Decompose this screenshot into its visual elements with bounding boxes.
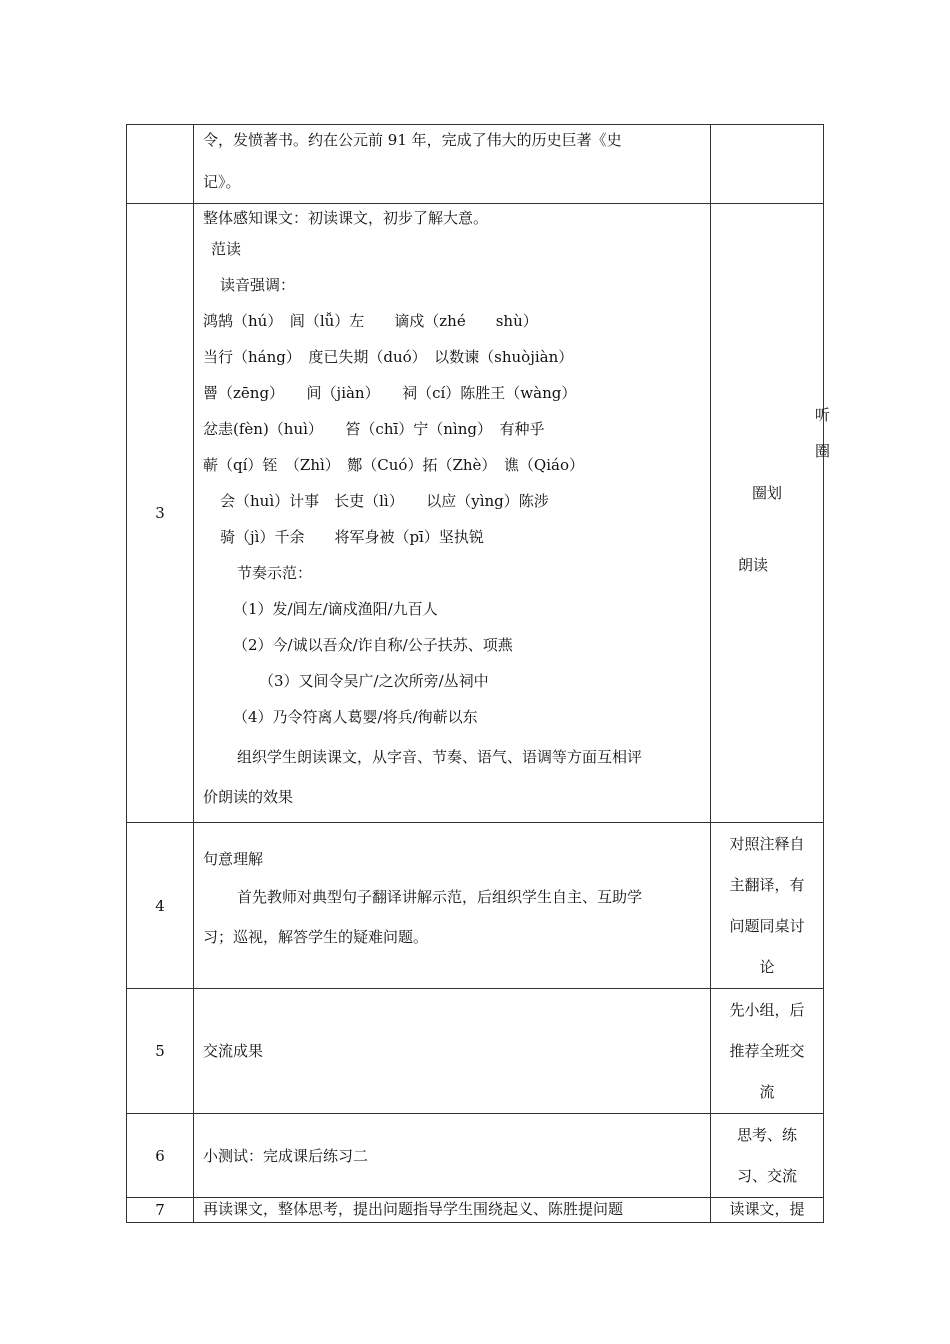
content-line: 忿恚(fèn)（huì） 笞（chī）宁（nìng） 有种乎: [203, 420, 545, 438]
content-line: 小测试：完成课后练习二: [203, 1146, 369, 1165]
step-number: 4: [127, 823, 194, 989]
step-number: [127, 125, 194, 204]
activity-line: 问题同桌讨: [729, 917, 805, 935]
content-line: 句意理解: [203, 850, 264, 868]
student-activity: [711, 823, 824, 989]
content-line: 首先教师对典型句子翻译讲解示范，后组织学生自主、互助学: [237, 888, 643, 906]
activity-line: 先小组，后: [729, 1001, 805, 1019]
step-content: [194, 1114, 711, 1198]
content-line: 当行（háng） 度已失期（duó） 以数谏（shuòjiàn）: [203, 348, 574, 366]
table-row: [127, 823, 824, 989]
content-line: 价朗读的效果: [203, 788, 294, 806]
content-line: 组织学生朗读课文，从字音、节奏、语气、语调等方面互相评: [237, 748, 643, 766]
overflow-side-text: 听: [815, 406, 831, 424]
activity-line: 推荐全班交: [729, 1042, 805, 1060]
step-number: 6: [127, 1114, 194, 1198]
step-content: [194, 125, 711, 204]
content-line: 节奏示范：: [237, 564, 313, 582]
activity-line: 思考、练: [736, 1126, 797, 1144]
step-number: 3: [127, 204, 194, 823]
content-line: （2）今/诚以吾众/诈自称/公子扶苏、项燕: [233, 636, 513, 654]
content-line: （3）又间令吴广/之次所旁/丛祠中: [259, 672, 489, 690]
lesson-plan-table: [126, 124, 824, 1223]
content-line: 记》。: [203, 173, 241, 191]
activity-line: 读课文，提: [729, 1200, 805, 1218]
content-line: 鸿鹄（hú） 闾（lǚ）左 谪戍（zhé shù）: [203, 312, 538, 330]
content-line: 会（huì）计事 长吏（lì） 以应（yìng）陈涉: [220, 492, 549, 510]
table-row: [127, 1198, 824, 1223]
content-line: 蕲（qí）铚 （Zhì） 酂（Cuó）拓（Zhè） 谯（Qiáo）: [203, 456, 584, 474]
content-line: 罾（zēng） 间（jiàn） 祠（cí）陈胜王（wàng）: [203, 384, 577, 402]
table-row: [127, 125, 824, 204]
content-line: 习；巡视，解答学生的疑难问题。: [203, 928, 429, 946]
activity-line: 流: [759, 1083, 775, 1101]
table-row: [127, 1114, 824, 1198]
content-line: 读音强调：: [220, 276, 296, 294]
table-row: [127, 204, 824, 823]
step-content: [194, 989, 711, 1114]
activity-line: 圈划: [751, 484, 782, 502]
student-activity: [711, 989, 824, 1114]
step-content: [194, 204, 711, 823]
student-activity: [711, 125, 824, 204]
content-line: 交流成果: [203, 1042, 264, 1060]
student-activity: [711, 204, 824, 823]
content-line: 范读: [211, 240, 242, 258]
content-line: 再读课文，整体思考，提出问题指导学生围绕起义、陈胜提问题: [203, 1200, 624, 1218]
student-activity: [711, 1114, 824, 1198]
activity-line: 习、交流: [736, 1167, 797, 1185]
content-line: 整体感知课文：初读课文，初步了解大意。: [203, 209, 489, 227]
step-number: 5: [127, 989, 194, 1114]
activity-line: 主翻译，有: [729, 876, 805, 894]
step-content: [194, 1198, 711, 1223]
content-line: 骑（jì）千余 将军身被（pī）坚执锐: [220, 528, 484, 546]
content-line: 令，发愤著书。约在公元前 91 年，完成了伟大的历史巨著《史: [203, 131, 622, 149]
student-activity: [711, 1198, 824, 1223]
overflow-side-text: 圈: [815, 442, 831, 460]
table-row: [127, 989, 824, 1114]
step-number: 7: [127, 1198, 194, 1223]
activity-line: 朗读: [738, 556, 769, 574]
content-line: （4）乃令符离人葛婴/将兵/徇蕲以东: [233, 708, 478, 726]
content-line: （1）发/闾左/谪戍渔阳/九百人: [233, 600, 438, 618]
step-content: [194, 823, 711, 989]
activity-line: 论: [759, 958, 775, 976]
activity-line: 对照注释自: [729, 835, 805, 853]
